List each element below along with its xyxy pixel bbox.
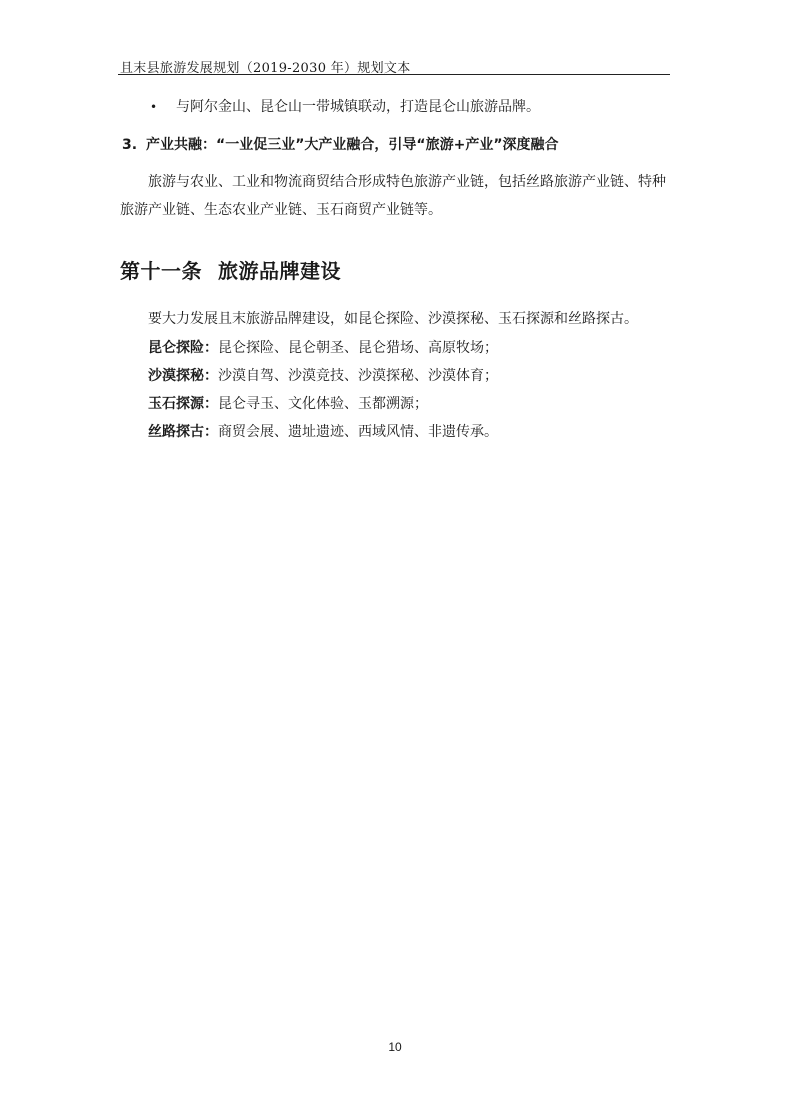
body-paragraph: 旅游与农业、工业和物流商贸结合形成特色旅游产业链，包括丝路旅游产业链、特种旅游产业链、生态农业产业链、玉石商贸产业链等。 [120,174,666,218]
brand-label: 昆仑探险： [148,340,218,356]
page-number: 10 [388,1040,402,1054]
brand-text: 沙漠自驾、沙漠竞技、沙漠探秘、沙漠体育； [218,368,498,384]
running-header: 且末县旅游发展规划（2019-2030 年）规划文本 [120,61,411,76]
subheading-text: 产业共融：“一业促三业”大产业融合，引导“旅游+产业”深度融合 [146,137,559,153]
brand-text: 商贸会展、遗址遗迹、西域风情、非遗传承。 [218,424,498,440]
section-intro: 要大力发展且末旅游品牌建设，如昆仑探险、沙漠探秘、玉石探源和丝路探古。 [148,311,638,327]
brand-item [148,421,498,441]
brand-text: 昆仑探险、昆仑朝圣、昆仑猎场、高原牧场； [218,340,498,356]
section-number: 第十一条 [120,259,202,283]
brand-text: 昆仑寻玉、文化体验、玉都溯源； [218,396,428,412]
bullet-text: 与阿尔金山、昆仑山一带城镇联动，打造昆仑山旅游品牌。 [176,99,540,115]
subheading-number: 3. [122,137,138,153]
section-title-text: 旅游品牌建设 [218,259,341,283]
header-divider [118,74,670,75]
brand-item [148,337,498,357]
bullet-icon: • [150,100,158,114]
brand-label: 玉石探源： [148,396,218,412]
numbered-subheading [122,134,559,154]
brand-item [148,365,498,385]
brand-label: 丝路探古： [148,424,218,440]
section-heading [120,255,341,284]
bullet-item [150,96,540,116]
brand-label: 沙漠探秘： [148,368,218,384]
brand-item [148,393,428,413]
